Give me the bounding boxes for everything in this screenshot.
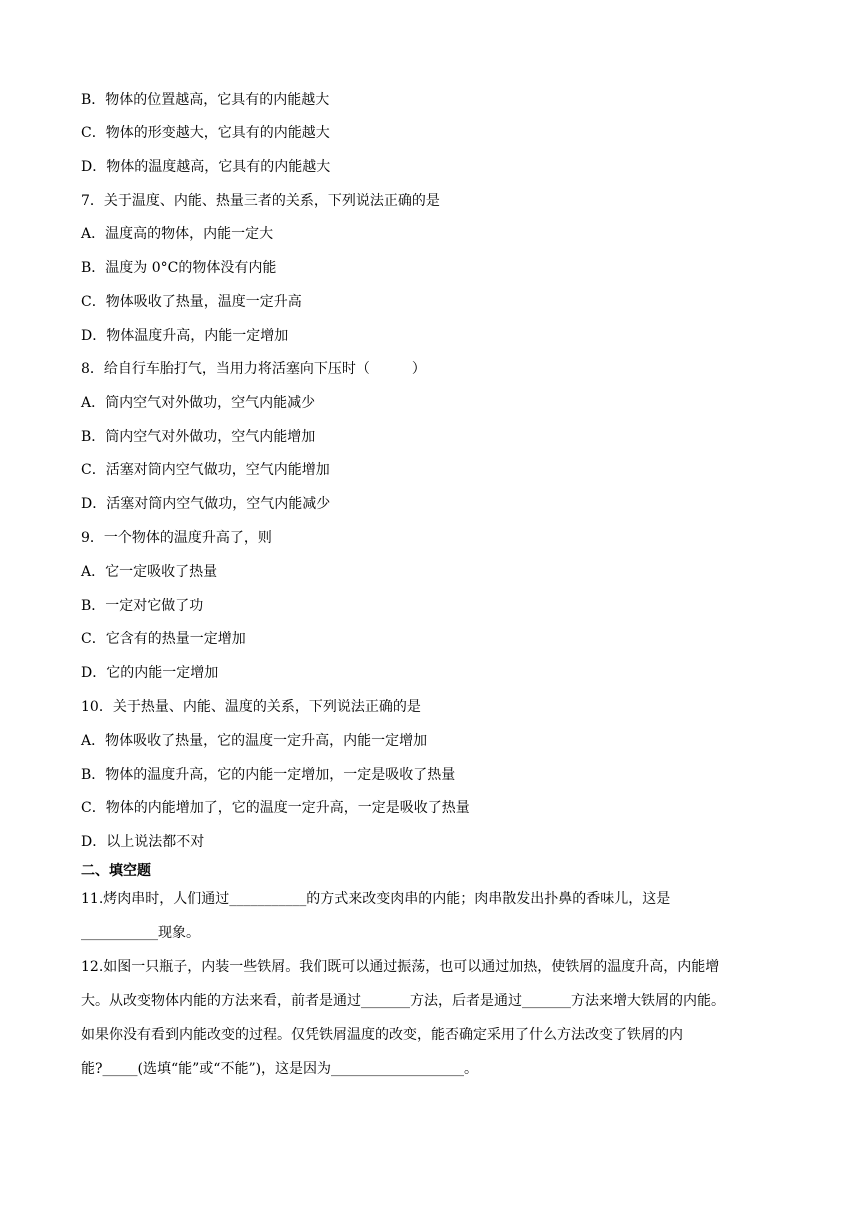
q7-option-b: B．温度为 0°C的物体没有内能 [81,260,277,276]
q8-option-a: A．筒内空气对外做功，空气内能减少 [81,395,316,411]
q11-line-1: 11.烤肉串时，人们通过___________的方式来改变肉串的内能；肉串散发出扑鼻的香味儿，这是 [81,891,671,907]
q6-option-d: D．物体的温度越高，它具有的内能越大 [81,159,331,175]
q10-option-a: A．物体吸收了热量，它的温度一定升高，内能一定增加 [81,733,428,749]
q9-option-a: A．它一定吸收了热量 [81,564,218,580]
q7-option-c: C．物体吸收了热量，温度一定升高 [81,294,302,310]
q6-option-b: B．物体的位置越高，它具有的内能越大 [81,92,330,108]
q10-stem: 10．关于热量、内能、温度的关系，下列说法正确的是 [81,699,421,715]
q9-option-c: C．它含有的热量一定增加 [81,631,246,647]
q7-option-d: D．物体温度升高，内能一定增加 [81,328,289,344]
q8-option-d: D．活塞对筒内空气做功，空气内能减少 [81,496,331,512]
q6-option-c: C．物体的形变越大，它具有的内能越大 [81,125,330,141]
q12-line-2: 大。从改变物体内能的方法来看，前者是通过_______方法，后者是通过_______方法来增大铁屑的内能。 [81,993,725,1009]
q10-option-b: B．物体的温度升高，它的内能一定增加，一定是吸收了热量 [81,767,456,783]
q8-stem: 8．给自行车胎打气，当用力将活塞向下压时（ ） [81,361,426,377]
q10-option-c: C．物体的内能增加了，它的温度一定升高，一定是吸收了热量 [81,800,470,816]
q12-line-3: 如果你没有看到内能改变的过程。仅凭铁屑温度的改变，能否确定采用了什么方法改变了铁屑的内 [81,1027,683,1043]
q8-option-b: B．筒内空气对外做功，空气内能增加 [81,429,316,445]
q10-option-d: D．以上说法都不对 [81,834,205,850]
q11-line-2: ___________现象。 [81,925,200,941]
q12-line-1: 12.如图一只瓶子，内装一些铁屑。我们既可以通过振荡，也可以通过加热，使铁屑的温度升高，内能增 [81,959,720,975]
q12-line-4: 能?_____(选填“能”或“不能”)，这是因为___________________。 [81,1061,479,1077]
q7-option-a: A．温度高的物体，内能一定大 [81,226,274,242]
q9-option-b: B．一定对它做了功 [81,598,204,614]
q7-stem: 7．关于温度、内能、热量三者的关系，下列说法正确的是 [81,193,440,209]
section-heading-fill-in: 二、填空题 [81,863,151,879]
q9-stem: 9．一个物体的温度升高了，则 [81,530,272,546]
q8-option-c: C．活塞对筒内空气做功，空气内能增加 [81,462,330,478]
q9-option-d: D．它的内能一定增加 [81,665,219,681]
